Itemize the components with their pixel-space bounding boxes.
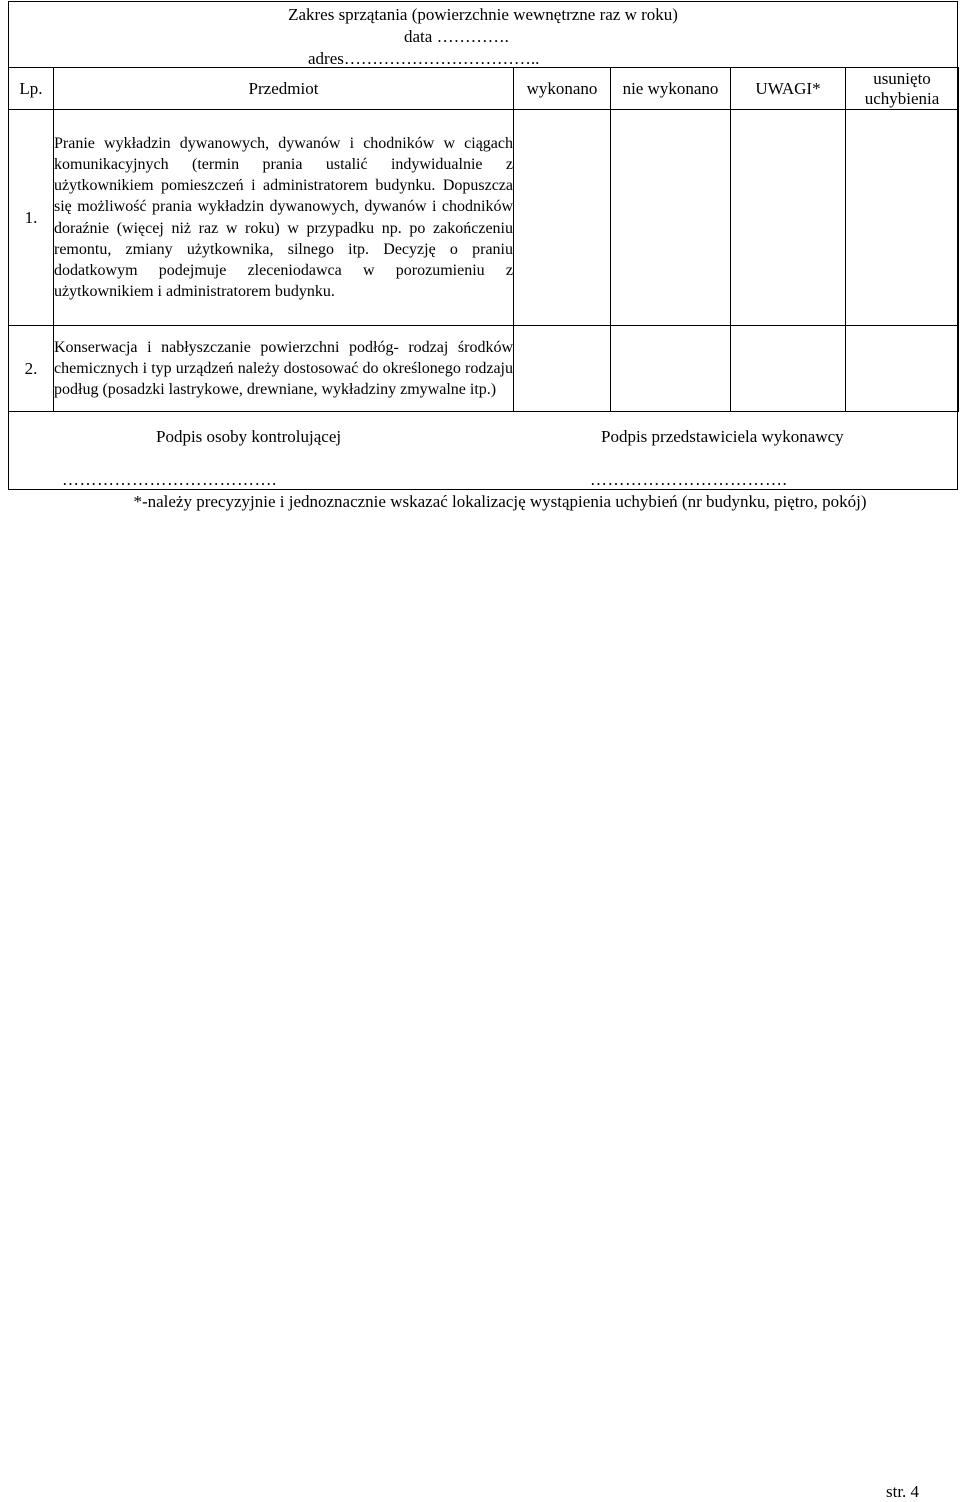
cell-removed[interactable] <box>846 110 959 326</box>
form-title: Zakres sprzątania (powierzchnie wewnętrzne raz w roku) <box>288 5 678 24</box>
page-number: str. 4 <box>886 1482 920 1501</box>
table-row <box>9 110 959 326</box>
inspection-table <box>8 67 959 412</box>
table-header-row <box>9 68 959 110</box>
row-number: 1. <box>9 110 54 326</box>
cell-remarks[interactable] <box>731 110 846 326</box>
cell-remarks[interactable] <box>731 326 846 412</box>
cell-done[interactable] <box>514 326 611 412</box>
cell-removed[interactable] <box>846 326 959 412</box>
col-header-remarks: UWAGI* <box>731 68 846 110</box>
footnote: *-należy precyzyjnie i jednoznacznie wskazać lokalizację wystąpienia uchybień (nr budynku, piętro, pokój) <box>133 492 867 511</box>
controller-signature-line: ………………………………. <box>62 470 277 489</box>
row-number: 2. <box>9 326 54 412</box>
controller-signature-label: Podpis osoby kontrolującej <box>156 427 342 446</box>
table-row <box>9 326 959 412</box>
col-header-removed: usunięto uchybienia <box>846 68 959 110</box>
row-description: Konserwacja i nabłyszczanie powierzchni podłóg- rodzaj środków chemicznych i typ urządzeń należy dostosować do określonego rodzaju podług (posadzki lastrykowe, drewniane, wykładziny zmywalne itp.) <box>54 326 514 412</box>
cell-not-done[interactable] <box>611 110 731 326</box>
cell-done[interactable] <box>514 110 611 326</box>
cell-not-done[interactable] <box>611 326 731 412</box>
contractor-signature-line: ……………………………. <box>590 470 788 489</box>
row-description: Pranie wykładzin dywanowych, dywanów i chodników w ciągach komunikacyjnych (termin prania ustalić indywidualnie z użytkownikiem pomieszczeń i administratorem budynku. Dopuszcza się możliwość prania wykładzin dywanowych, dywanów i chodników doraźnie (więcej niż raz w roku) w przypadku np. po zakończeniu remontu, zmiany użytkownika, silnego itp. Decyzję o praniu dodatkowym podejmuje zleceniodawca w porozumieniu z użytkownikiem i administratorem budynku. <box>54 110 514 326</box>
contractor-signature-label: Podpis przedstawiciela wykonawcy <box>601 427 844 446</box>
col-header-done: wykonano <box>514 68 611 110</box>
date-line: data …………. <box>404 27 509 46</box>
address-line: adres…………………………….. <box>308 49 540 68</box>
col-header-subject: Przedmiot <box>54 68 514 110</box>
col-header-not-done: nie wykonano <box>611 68 731 110</box>
col-header-lp: Lp. <box>9 68 54 110</box>
